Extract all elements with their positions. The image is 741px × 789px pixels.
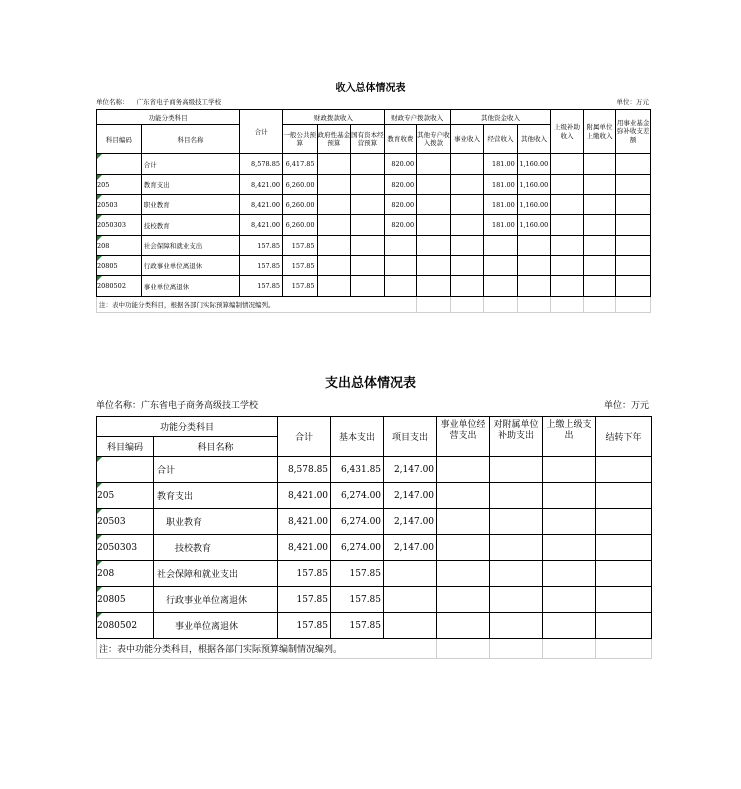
expense-project <box>384 561 437 587</box>
income-other <box>517 256 551 276</box>
income-note-row <box>97 297 651 313</box>
expense-h-carry-forward: 结转下年 <box>596 417 652 457</box>
income-h-career-fund: 用事业基金弥补收支差额 <box>616 110 651 154</box>
income-code: 2080502 <box>97 276 142 297</box>
expense-h-submit-superior: 上缴上级支出 <box>543 417 596 457</box>
income-code: 205 <box>97 175 142 195</box>
income-general: 6,417.85 <box>283 154 318 175</box>
income-unit-label: 单位名称： <box>96 98 129 106</box>
expense-currency: 单位：万元 <box>603 401 649 411</box>
expense-h-project: 项目支出 <box>384 417 437 457</box>
income-other: 1,160.00 <box>517 215 551 236</box>
income-code: 2050303 <box>97 215 142 236</box>
table-row <box>97 509 652 535</box>
expense-project: 2,147.00 <box>384 457 437 483</box>
expense-total: 8,578.85 <box>278 457 331 483</box>
income-general: 157.85 <box>283 256 318 276</box>
expense-basic: 157.85 <box>331 587 384 613</box>
expense-h-basic: 基本支出 <box>331 417 384 457</box>
income-unit-name: 广东省电子商务高级技工学校 <box>136 98 222 106</box>
income-h-other-income: 其他收入 <box>517 125 551 154</box>
income-h-gov-fund: 政府性基金预算 <box>317 125 351 154</box>
expense-total: 157.85 <box>278 561 331 587</box>
income-h-affiliated-income: 附属单位上缴收入 <box>583 110 616 154</box>
income-edu-fee <box>384 256 417 276</box>
table-row <box>97 457 652 483</box>
expense-name: 社会保障和就业支出 <box>154 561 278 587</box>
expense-name: 技校教育 <box>154 535 278 561</box>
income-general: 6,260.00 <box>283 215 318 236</box>
income-name: 合计 <box>141 154 240 175</box>
income-other <box>517 276 551 297</box>
table-row <box>97 175 651 195</box>
income-total: 157.85 <box>240 236 283 256</box>
expense-project: 2,147.00 <box>384 483 437 509</box>
income-edu-fee: 820.00 <box>384 175 417 195</box>
expense-name: 合计 <box>154 457 278 483</box>
income-general: 157.85 <box>283 236 318 256</box>
expense-total: 8,421.00 <box>278 509 331 535</box>
income-business <box>484 236 518 256</box>
expense-code: 2080502 <box>97 613 154 639</box>
income-edu-fee: 820.00 <box>384 215 417 236</box>
income-code: 20805 <box>97 256 142 276</box>
income-other: 1,160.00 <box>517 175 551 195</box>
income-h-total: 合计 <box>240 110 283 154</box>
income-business <box>484 256 518 276</box>
expense-unit-label: 单位名称： <box>96 401 142 411</box>
expense-total: 8,421.00 <box>278 483 331 509</box>
expense-basic: 6,274.00 <box>331 535 384 561</box>
income-other: 1,160.00 <box>517 195 551 215</box>
income-business: 181.00 <box>484 195 518 215</box>
income-h-career-income: 事业收入 <box>450 125 484 154</box>
income-h-state-capital: 国有资本经营预算 <box>351 125 385 154</box>
table-row <box>97 587 652 613</box>
expense-h-code: 科目编码 <box>97 437 154 457</box>
expense-unit-line <box>96 398 258 411</box>
table-row <box>97 276 651 297</box>
income-h-func-category: 功能分类科目 <box>97 110 240 125</box>
income-total: 157.85 <box>240 256 283 276</box>
expense-h-business-exp: 事业单位经营支出 <box>437 417 490 457</box>
income-h-name: 科目名称 <box>141 125 240 154</box>
income-h-business-income: 经营收入 <box>484 125 518 154</box>
expense-project: 2,147.00 <box>384 509 437 535</box>
income-general: 6,260.00 <box>283 175 318 195</box>
expense-h-name: 科目名称 <box>154 437 278 457</box>
income-edu-fee: 820.00 <box>384 195 417 215</box>
expense-note-row <box>97 639 652 659</box>
income-note: 注：表中功能分类科目，根据各部门实际预算编制情况编列。 <box>97 297 417 313</box>
income-code: 208 <box>97 236 142 256</box>
expense-total: 157.85 <box>278 613 331 639</box>
expense-code: 205 <box>97 483 154 509</box>
expense-basic: 157.85 <box>331 613 384 639</box>
income-h-general-budget: 一般公共预算 <box>283 125 318 154</box>
income-business: 181.00 <box>484 175 518 195</box>
income-business <box>484 276 518 297</box>
expense-code: 2050303 <box>97 535 154 561</box>
income-name: 社会保障和就业支出 <box>141 236 240 256</box>
expense-total: 157.85 <box>278 587 331 613</box>
income-total: 8,578.85 <box>240 154 283 175</box>
expense-code <box>97 457 154 483</box>
income-name: 行政事业单位离退休 <box>141 256 240 276</box>
expense-h-total: 合计 <box>278 417 331 457</box>
table-row <box>97 561 652 587</box>
expense-basic: 157.85 <box>331 561 384 587</box>
expense-h-func-category: 功能分类科目 <box>97 417 278 437</box>
table-row <box>97 215 651 236</box>
expense-h-affiliated-sub: 对附属单位补助支出 <box>490 417 543 457</box>
expense-table <box>96 416 652 659</box>
expense-name: 事业单位离退休 <box>154 613 278 639</box>
expense-basic: 6,274.00 <box>331 483 384 509</box>
income-business: 181.00 <box>484 154 518 175</box>
expense-header-row-1 <box>97 417 652 437</box>
table-row <box>97 154 651 175</box>
income-other <box>517 236 551 256</box>
income-name: 事业单位离退休 <box>141 276 240 297</box>
income-business: 181.00 <box>484 215 518 236</box>
expense-project <box>384 613 437 639</box>
income-header-row-1 <box>97 110 651 125</box>
income-code: 20503 <box>97 195 142 215</box>
expense-title: 支出总体情况表 <box>324 376 416 391</box>
income-h-special-group: 财政专户拨款收入 <box>384 110 450 125</box>
income-h-other-special: 其他专户收入拨款 <box>417 125 451 154</box>
income-h-code: 科目编码 <box>97 125 142 154</box>
income-total: 8,421.00 <box>240 215 283 236</box>
expense-basic: 6,431.85 <box>331 457 384 483</box>
income-h-edu-fee: 教育收费 <box>384 125 417 154</box>
table-row <box>97 195 651 215</box>
income-total: 8,421.00 <box>240 195 283 215</box>
expense-project <box>384 587 437 613</box>
income-edu-fee <box>384 236 417 256</box>
expense-name: 行政事业单位离退休 <box>154 587 278 613</box>
expense-unit-name: 广东省电子商务高级技工学校 <box>141 401 259 411</box>
income-h-fiscal-group: 财政拨款收入 <box>283 110 385 125</box>
income-name: 技校教育 <box>141 215 240 236</box>
income-h-other-group: 其他资金收入 <box>450 110 551 125</box>
expense-total: 8,421.00 <box>278 535 331 561</box>
expense-name: 教育支出 <box>154 483 278 509</box>
income-other: 1,160.00 <box>517 154 551 175</box>
income-code <box>97 154 142 175</box>
expense-code: 20805 <box>97 587 154 613</box>
table-row <box>97 483 652 509</box>
table-row <box>97 535 652 561</box>
income-edu-fee: 820.00 <box>384 154 417 175</box>
income-table <box>96 109 651 313</box>
expense-name: 职业教育 <box>154 509 278 535</box>
income-general: 157.85 <box>283 276 318 297</box>
income-edu-fee <box>384 276 417 297</box>
income-name: 教育支出 <box>141 175 240 195</box>
income-h-superior-subsidy: 上级补助收入 <box>551 110 584 154</box>
expense-code: 20503 <box>97 509 154 535</box>
expense-code: 208 <box>97 561 154 587</box>
income-total: 8,421.00 <box>240 175 283 195</box>
income-title: 收入总体情况表 <box>335 83 406 94</box>
table-row <box>97 236 651 256</box>
expense-note: 注：表中功能分类科目，根据各部门实际预算编制情况编列。 <box>97 639 437 659</box>
income-total: 157.85 <box>240 276 283 297</box>
income-general: 6,260.00 <box>283 195 318 215</box>
income-name: 职业教育 <box>141 195 240 215</box>
table-row <box>97 256 651 276</box>
expense-basic: 6,274.00 <box>331 509 384 535</box>
income-currency: 单位：万元 <box>616 98 649 106</box>
income-unit-line <box>96 97 221 106</box>
expense-project: 2,147.00 <box>384 535 437 561</box>
table-row <box>97 613 652 639</box>
